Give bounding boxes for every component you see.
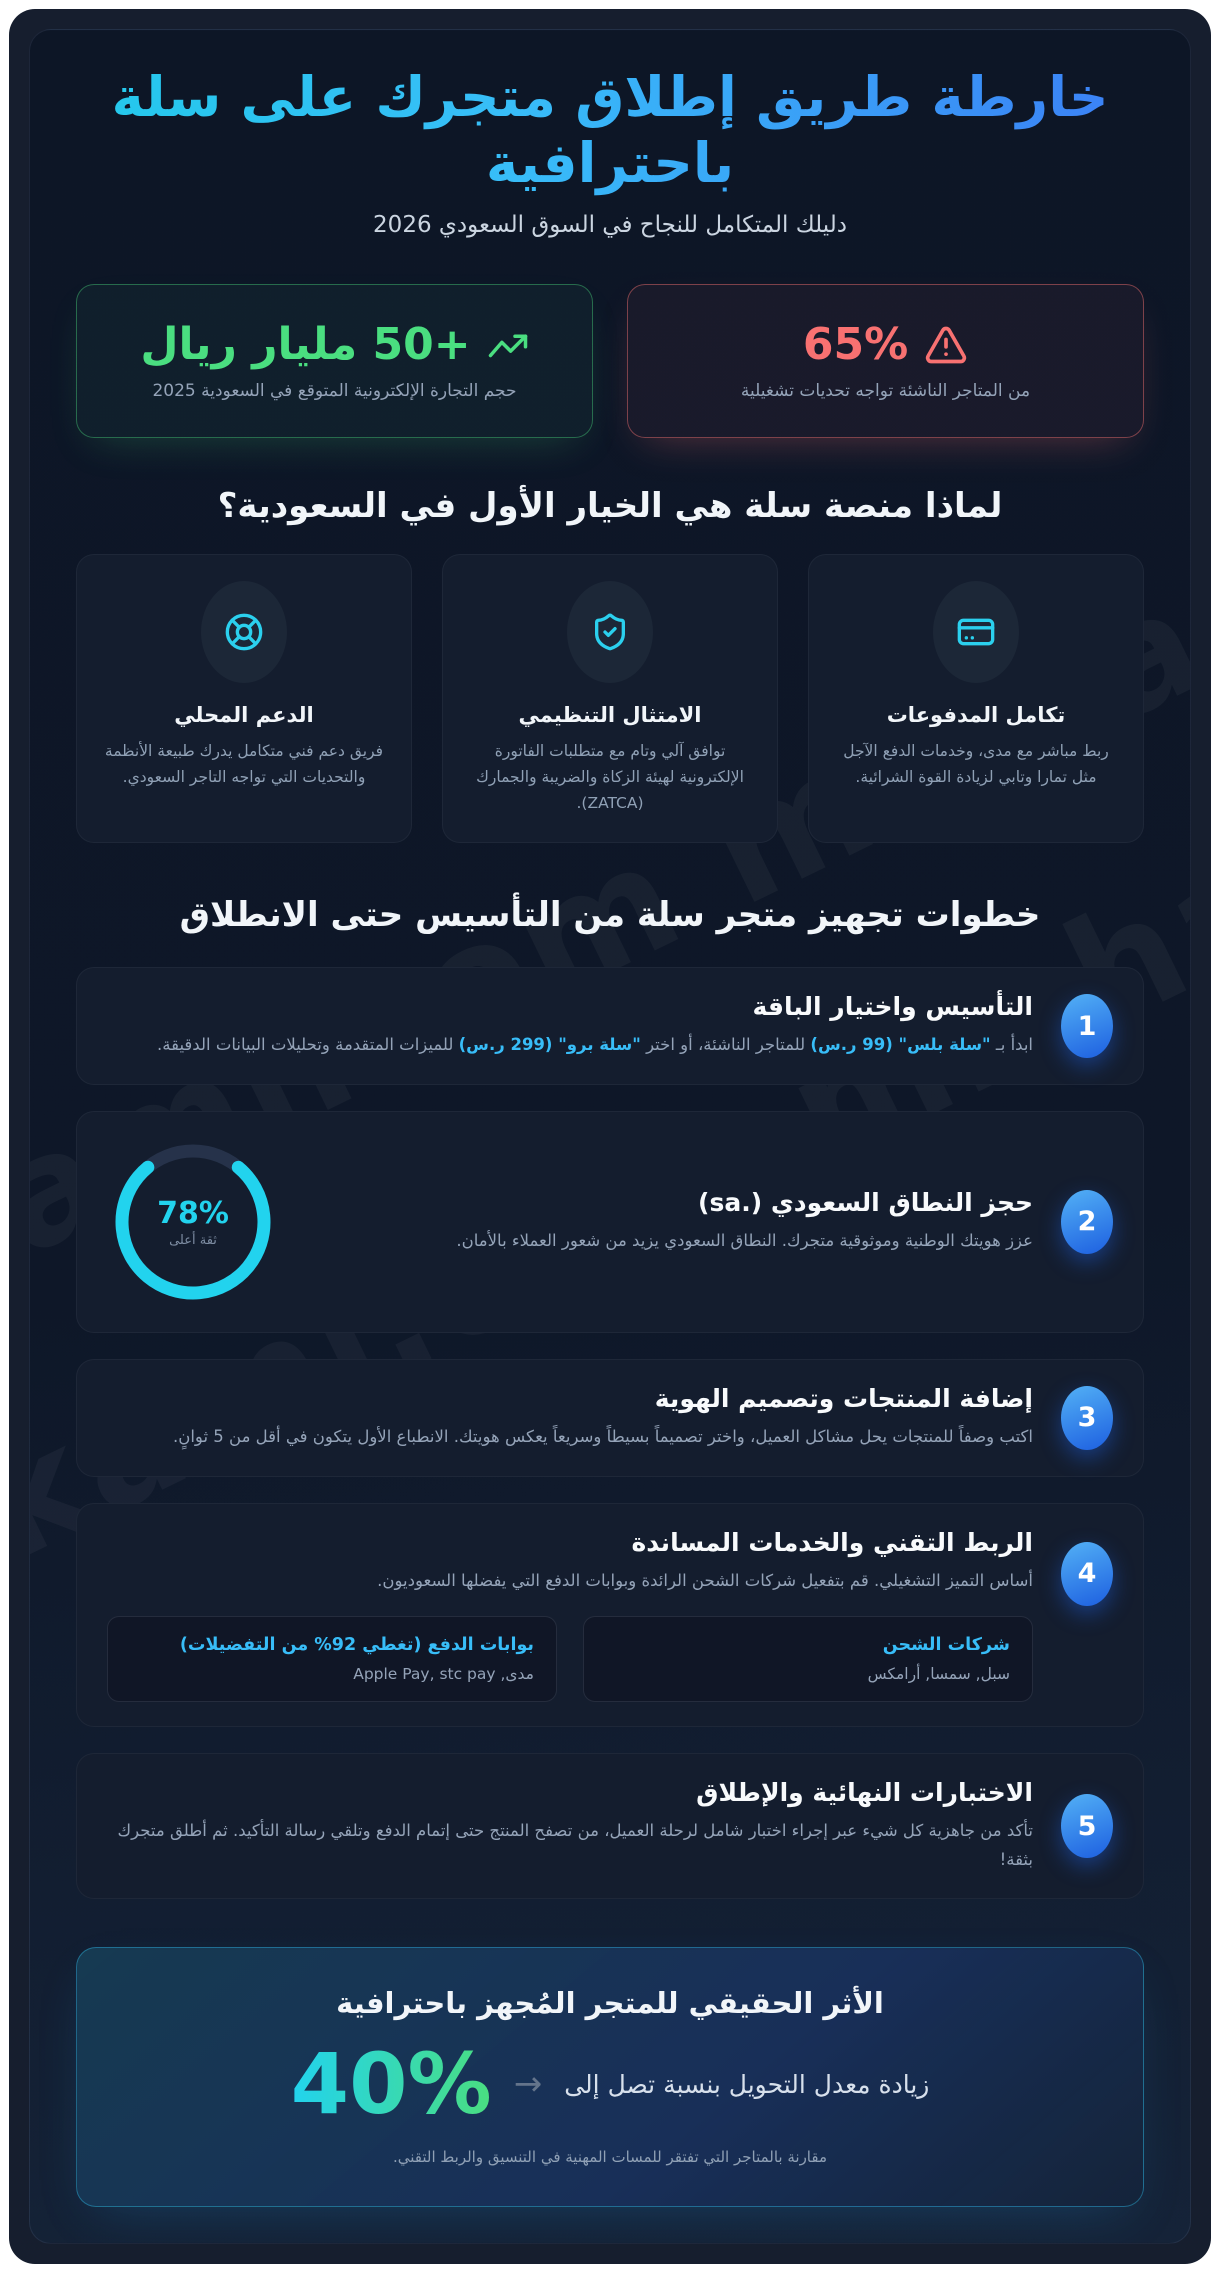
impact-value: 40% (290, 2035, 492, 2134)
impact-row (117, 2035, 1103, 2134)
stat-label: حجم التجارة الإلكترونية المتوقع في السعودية 2025 (152, 381, 517, 402)
donut-center (107, 1136, 279, 1308)
why-section-title: لماذا منصة سلة هي الخيار الأول في السعودية؟ (217, 486, 1003, 527)
stat-card-challenges (627, 284, 1144, 438)
credit-card-icon (933, 581, 1019, 683)
shield-check-icon (567, 581, 653, 683)
impact-footnote: مقارنة بالمتاجر التي تفتقر للمسات المهنية في التنسيق والربط التقني. (392, 2148, 828, 2167)
trending-up-icon (487, 324, 529, 366)
step-title: حجز النطاق السعودي (.sa) (698, 1188, 1033, 1218)
page-subtitle: دليلك المتكامل للنجاح في السوق السعودي 2026 (373, 212, 847, 238)
steps-section-title: خطوات تجهيز متجر سلة من التأسيس حتى الانطلاق (179, 895, 1041, 936)
step-card-4 (76, 1503, 1144, 1727)
step-desc: اكتب وصفاً للمنتجات يحل مشاكل العميل، واختر تصميماً بسيطاً وسريعاً يعكس هويتك. الانطباع الأول يتكون في أقل من 5 ثوانٍ. (172, 1426, 1033, 1446)
alert-triangle-icon (924, 323, 968, 367)
page-frame (9, 9, 1211, 2264)
impact-lead: زيادة معدل التحويل بنسبة تصل إلى (564, 2069, 930, 2099)
feature-desc: ربط مباشر مع مدى، وخدمات الدفع الآجل مثل تمارا وتابي لزيادة القوة الشرائية. (843, 742, 1109, 786)
step-title: الاختبارات النهائية والإطلاق (696, 1777, 1033, 1807)
donut-percent: 78% (157, 1195, 229, 1231)
shipping-companies-card (583, 1616, 1033, 1702)
step-desc: ابدأ بـ "سلة بلس" (99 ر.س) للمتاجر الناشئة، أو اختر "سلة برو" (299 ر.س) للميزات المتقدمة وتحليلات البيانات الدقيقة. (157, 1035, 1033, 1055)
step-text (107, 1384, 1033, 1452)
subcard-title: شركات الشحن (882, 1634, 1010, 1655)
step-text (107, 1778, 1033, 1875)
stat-label: من المتاجر الناشئة تواجه تحديات تشغيلية (740, 381, 1031, 402)
step-card-1 (76, 967, 1144, 1085)
stats-row (76, 284, 1144, 438)
impact-title: الأثر الحقيقي للمتجر المُجهز باحترافية (336, 1986, 884, 2021)
arrow-right-icon: → (513, 2064, 543, 2105)
domain-trust-donut (107, 1136, 279, 1308)
step-card-2 (76, 1111, 1144, 1333)
content (30, 30, 1190, 2243)
step-desc: تأكد من جاهزية كل شيء عبر إجراء اختبار شامل لرحلة العميل، من تصفح المنتج حتى إتمام الدفع وتلقي رسالة التأكيد. ثم أطلق متجرك بثقة! (117, 1820, 1033, 1869)
steps-list (76, 967, 1144, 1899)
stat-value: +50 مليار ريال (140, 319, 471, 370)
step-text (107, 1528, 1033, 1702)
feature-title: الامتثال التنظيمي (518, 703, 702, 728)
step-number-badge: 2 (1061, 1190, 1113, 1254)
subcard-title: بوابات الدفع (تغطي 92% من التفضيلات) (179, 1634, 534, 1655)
step-number-badge: 3 (1061, 1386, 1113, 1450)
page-title: خارطة طريق إطلاق متجرك على سلة باحترافية (106, 64, 1114, 196)
payment-gateways-card (107, 1616, 557, 1702)
feature-title: تكامل المدفوعات (886, 703, 1066, 728)
step-title: التأسيس واختيار الباقة (752, 992, 1033, 1022)
step-title: الربط التقني والخدمات المساندة (631, 1527, 1033, 1557)
step-number-badge: 4 (1061, 1542, 1113, 1606)
integrations-grid (107, 1616, 1033, 1702)
plan-pro-highlight: "سلة برو" (299 ر.س) (458, 1035, 641, 1055)
feature-desc: توافق آلي وتام مع متطلبات الفاتورة الإلكترونية لهيئة الزكاة والضريبة والجمارك (ZATCA). (476, 742, 744, 812)
feature-cards (76, 554, 1144, 843)
subcard-desc: مدى, Apple Pay, stc pay (353, 1664, 534, 1683)
donut-label: ثقة أعلى (169, 1232, 217, 1248)
step-text (307, 1188, 1033, 1256)
stat-value-row (101, 321, 568, 369)
subcard-desc: سبل, سمسا, أرامكس (867, 1664, 1010, 1683)
step-card-3 (76, 1359, 1144, 1477)
feature-card-payments (808, 554, 1144, 843)
impact-banner (76, 1947, 1144, 2207)
feature-card-compliance (442, 554, 778, 843)
step-text (107, 992, 1033, 1060)
step-card-5 (76, 1753, 1144, 1900)
lifebuoy-icon (201, 581, 287, 683)
feature-card-local-support (76, 554, 412, 843)
feature-title: الدعم المحلي (174, 703, 314, 728)
stat-value-row (652, 321, 1119, 369)
step-title: إضافة المنتجات وتصميم الهوية (654, 1383, 1033, 1413)
step-number-badge: 5 (1061, 1794, 1113, 1858)
step-desc: أساس التميز التشغيلي. قم بتفعيل شركات الشحن الرائدة وبوابات الدفع التي يفضلها السعوديون. (377, 1570, 1033, 1590)
stat-card-market-size (76, 284, 593, 438)
step-desc: عزز هويتك الوطنية وموثوقية متجرك. النطاق السعودي يزيد من شعور العملاء بالأمان. (456, 1231, 1033, 1251)
feature-desc: فريق دعم فني متكامل يدرك طبيعة الأنظمة والتحديات التي تواجه التاجر السعودي. (104, 742, 384, 786)
infographic-panel (29, 29, 1191, 2244)
plan-basic-highlight: "سلة بلس" (99 ر.س) (810, 1035, 991, 1055)
stat-value: 65% (802, 319, 909, 370)
step-number-badge: 1 (1061, 994, 1113, 1058)
